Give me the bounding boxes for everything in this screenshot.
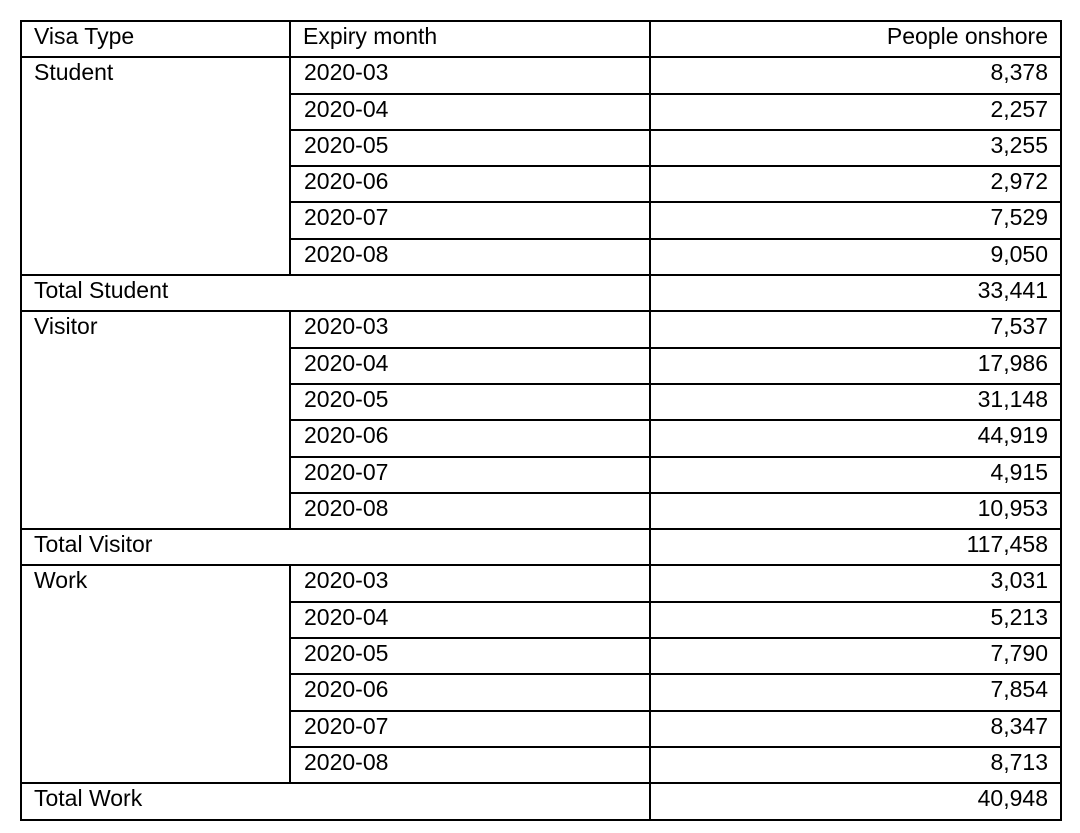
people-onshore-cell: 17,986 bbox=[650, 348, 1061, 384]
people-onshore-cell: 2,257 bbox=[650, 94, 1061, 130]
total-label-cell: Total Visitor bbox=[21, 529, 650, 565]
visa-type-cell: Work bbox=[21, 565, 290, 783]
expiry-month-cell: 2020-07 bbox=[290, 202, 650, 238]
header-expiry-month: Expiry month bbox=[290, 21, 650, 57]
expiry-month-cell: 2020-08 bbox=[290, 493, 650, 529]
expiry-month-cell: 2020-05 bbox=[290, 384, 650, 420]
expiry-month-cell: 2020-04 bbox=[290, 94, 650, 130]
people-onshore-cell: 9,050 bbox=[650, 239, 1061, 275]
people-onshore-cell: 31,148 bbox=[650, 384, 1061, 420]
expiry-month-cell: 2020-06 bbox=[290, 166, 650, 202]
total-label-cell: Total Work bbox=[21, 783, 650, 819]
expiry-month-cell: 2020-06 bbox=[290, 674, 650, 710]
people-onshore-cell: 7,537 bbox=[650, 311, 1061, 347]
visa-type-cell: Visitor bbox=[21, 311, 290, 529]
people-onshore-cell: 4,915 bbox=[650, 457, 1061, 493]
people-onshore-cell: 7,790 bbox=[650, 638, 1061, 674]
total-row bbox=[21, 529, 1061, 565]
expiry-month-cell: 2020-03 bbox=[290, 57, 650, 93]
expiry-month-cell: 2020-08 bbox=[290, 747, 650, 783]
expiry-month-cell: 2020-04 bbox=[290, 348, 650, 384]
expiry-month-cell: 2020-06 bbox=[290, 420, 650, 456]
expiry-month-cell: 2020-04 bbox=[290, 602, 650, 638]
people-onshore-cell: 8,347 bbox=[650, 711, 1061, 747]
people-onshore-cell: 5,213 bbox=[650, 602, 1061, 638]
total-row bbox=[21, 783, 1061, 819]
visa-expiry-table-container bbox=[20, 20, 1060, 821]
expiry-month-cell: 2020-07 bbox=[290, 457, 650, 493]
header-visa-type: Visa Type bbox=[21, 21, 290, 57]
people-onshore-cell: 10,953 bbox=[650, 493, 1061, 529]
expiry-month-cell: 2020-08 bbox=[290, 239, 650, 275]
people-onshore-cell: 8,378 bbox=[650, 57, 1061, 93]
total-value-cell: 40,948 bbox=[650, 783, 1061, 819]
total-row bbox=[21, 275, 1061, 311]
visa-expiry-table bbox=[20, 20, 1062, 821]
table-body bbox=[21, 21, 1061, 820]
people-onshore-cell: 8,713 bbox=[650, 747, 1061, 783]
expiry-month-cell: 2020-07 bbox=[290, 711, 650, 747]
table-row bbox=[21, 311, 1061, 347]
total-label-cell: Total Student bbox=[21, 275, 650, 311]
total-value-cell: 33,441 bbox=[650, 275, 1061, 311]
header-people-onshore: People onshore bbox=[650, 21, 1061, 57]
visa-type-cell: Student bbox=[21, 57, 290, 275]
people-onshore-cell: 3,031 bbox=[650, 565, 1061, 601]
people-onshore-cell: 7,529 bbox=[650, 202, 1061, 238]
people-onshore-cell: 2,972 bbox=[650, 166, 1061, 202]
table-row bbox=[21, 565, 1061, 601]
table-row bbox=[21, 57, 1061, 93]
expiry-month-cell: 2020-05 bbox=[290, 638, 650, 674]
header-row bbox=[21, 21, 1061, 57]
expiry-month-cell: 2020-05 bbox=[290, 130, 650, 166]
expiry-month-cell: 2020-03 bbox=[290, 565, 650, 601]
expiry-month-cell: 2020-03 bbox=[290, 311, 650, 347]
people-onshore-cell: 3,255 bbox=[650, 130, 1061, 166]
people-onshore-cell: 7,854 bbox=[650, 674, 1061, 710]
people-onshore-cell: 44,919 bbox=[650, 420, 1061, 456]
total-value-cell: 117,458 bbox=[650, 529, 1061, 565]
